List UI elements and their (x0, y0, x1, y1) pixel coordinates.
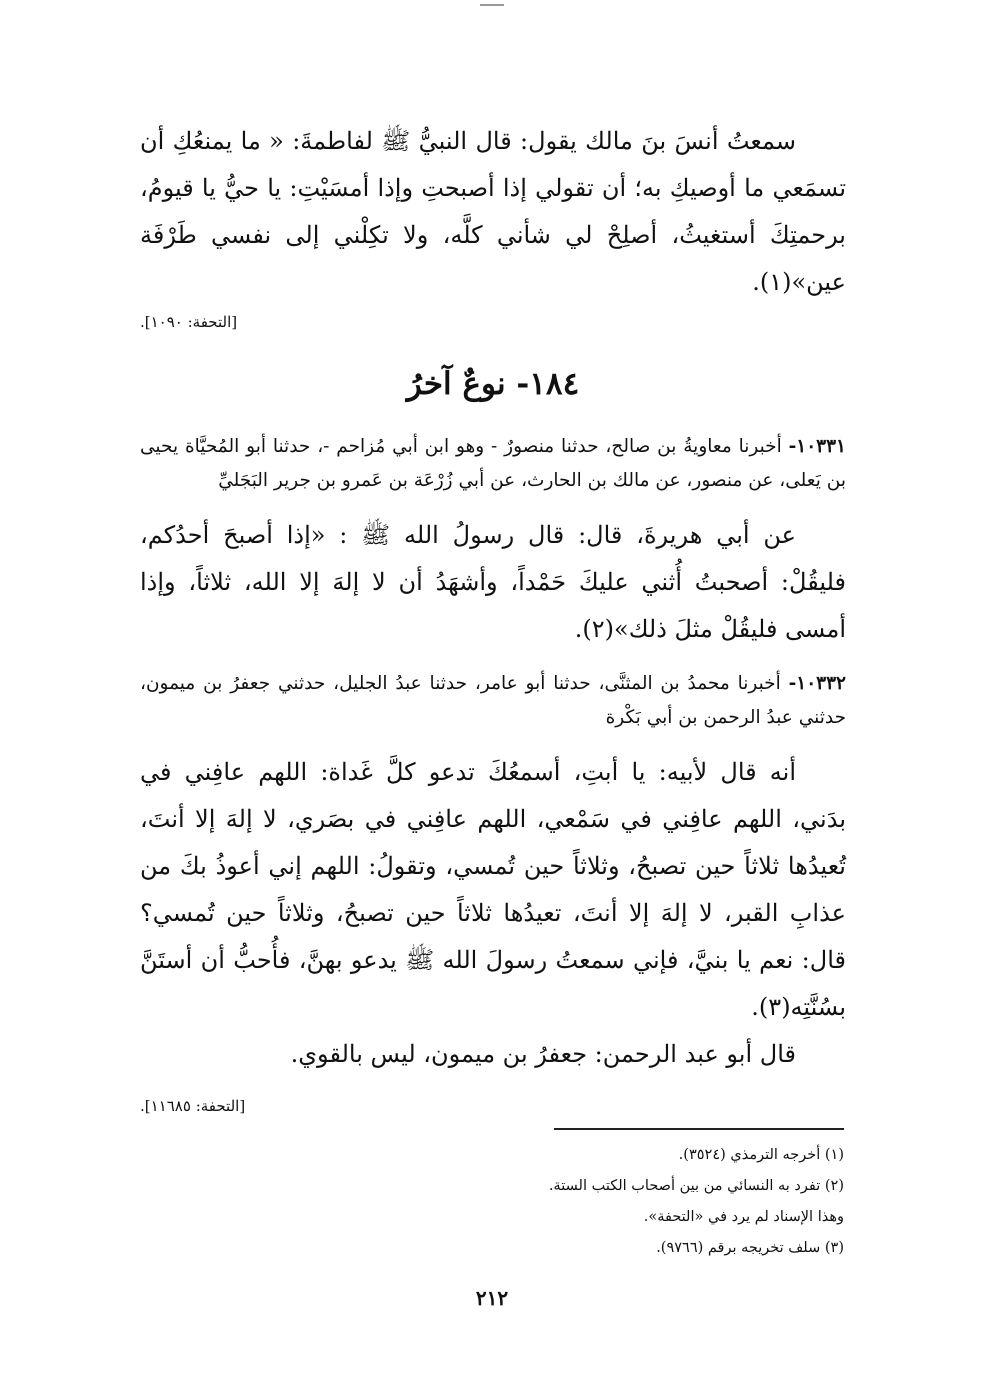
scan-mark (480, 4, 504, 6)
footnote-2-continued: وهذا الإسناد لم يرد في «التحفة». (643, 1209, 844, 1225)
hadith-10332-isnad (140, 667, 846, 735)
intro-hadith-text: سمعتُ أنسَ بنَ مالك يقول: قال النبيُّ ﷺ لفاطمةَ: « ما يمنعُكِ أن تسمَعي ما أوصيكِ به؛ أن تقولي إذا أصبحتِ وإذا أمسَيْتِ: يا حيُّ يا قيومُ، برحمتِكَ أستغيثُ، أصلِحْ لي شأني كلَّه، ولا تكِلْني إلى نفسي طَرْفَة عين»(١). (140, 127, 846, 296)
chapter-title: ١٨٤- نوعٌ آخرُ (406, 366, 580, 402)
intro-tuhfa-reference: [التحفة: ١٠٩٠]. (140, 313, 238, 331)
page-number: ٢١٢ (475, 1286, 509, 1310)
footnote-1: (١) أخرجه الترمذي (٣٥٢٤). (678, 1147, 844, 1163)
hadith-10331-isnad-text: أخبرنا معاويةُ بن صالح، حدثنا منصورٌ - وهو ابن أبي مُزاحم -، حدثنا أبو المُحيَّاة يحيى بن يَعلى، عن منصور، عن مالك بن الحارث، عن أبي زُرْعَة بن عَمرو بن جرير البَجَليِّ (140, 436, 846, 491)
hadith-10331-isnad (140, 430, 846, 498)
hadith-10331-matn: عن أبي هريرةَ، قال: قال رسولُ الله ﷺ : «إذا أصبحَ أحدُكم، فليقُلْ: أصحبتُ أُثني عليكَ حَمْداً، وأشهَدُ أن لا إلهَ إلا الله، ثلاثاً، وإذا أمسى فليقُلْ مثلَ ذلك»(٢). (140, 521, 846, 643)
hadith-10332-isnad-text: أخبرنا محمدُ بن المثنَّى، حدثنا أبو عامر، حدثنا عبدُ الجليل، حدثني جعفرُ بن ميمون، حدثني عبدُ الرحمن بن أبي بَكْرة (140, 673, 846, 728)
hadith-10332-comment: قال أبو عبد الرحمن: جعفرُ بن ميمون، ليس بالقوي. (290, 1040, 796, 1068)
footnotes (524, 1128, 844, 1264)
footnote-3: (٣) سلف تخريجه برقم (٩٧٦٦). (656, 1240, 844, 1256)
footnote-separator (554, 1128, 844, 1130)
footnote-2: (٢) تفرد به النسائي من بين أصحاب الكتب الستة. (548, 1178, 844, 1194)
hadith-10331-number: ١٠٣٣١- (788, 436, 846, 457)
hadith-10332-tuhfa-reference: [التحفة: ١١٦٨٥]. (140, 1097, 246, 1115)
hadith-10332-matn: أنه قال لأبيه: يا أبتِ، أسمعُكَ تدعو كلَّ غَداة: اللهم عافِني في بدَني، اللهم عافِني في سَمْعي، اللهم عافِني في بصَري، لا إلهَ إلا أنتَ، تُعيدُها ثلاثاً حين تصبحُ، وثلاثاً حين تُمسي، وتقولُ: اللهم إني أعوذُ بكَ من عذابِ القبر، لا إلهَ إلا أنتَ، تعيدُها ثلاثاً حين تصبحُ، وثلاثاً حين تُمسي؟ قال: نعم يا بنيَّ، فإني سمعتُ رسولَ الله ﷺ يدعو بهنَّ، فأُحبُّ أن أستَنَّ بسُنَّتِه(٣). (140, 758, 846, 1021)
page-body (140, 118, 846, 1120)
hadith-10332-number: ١٠٣٣٢- (788, 673, 846, 694)
